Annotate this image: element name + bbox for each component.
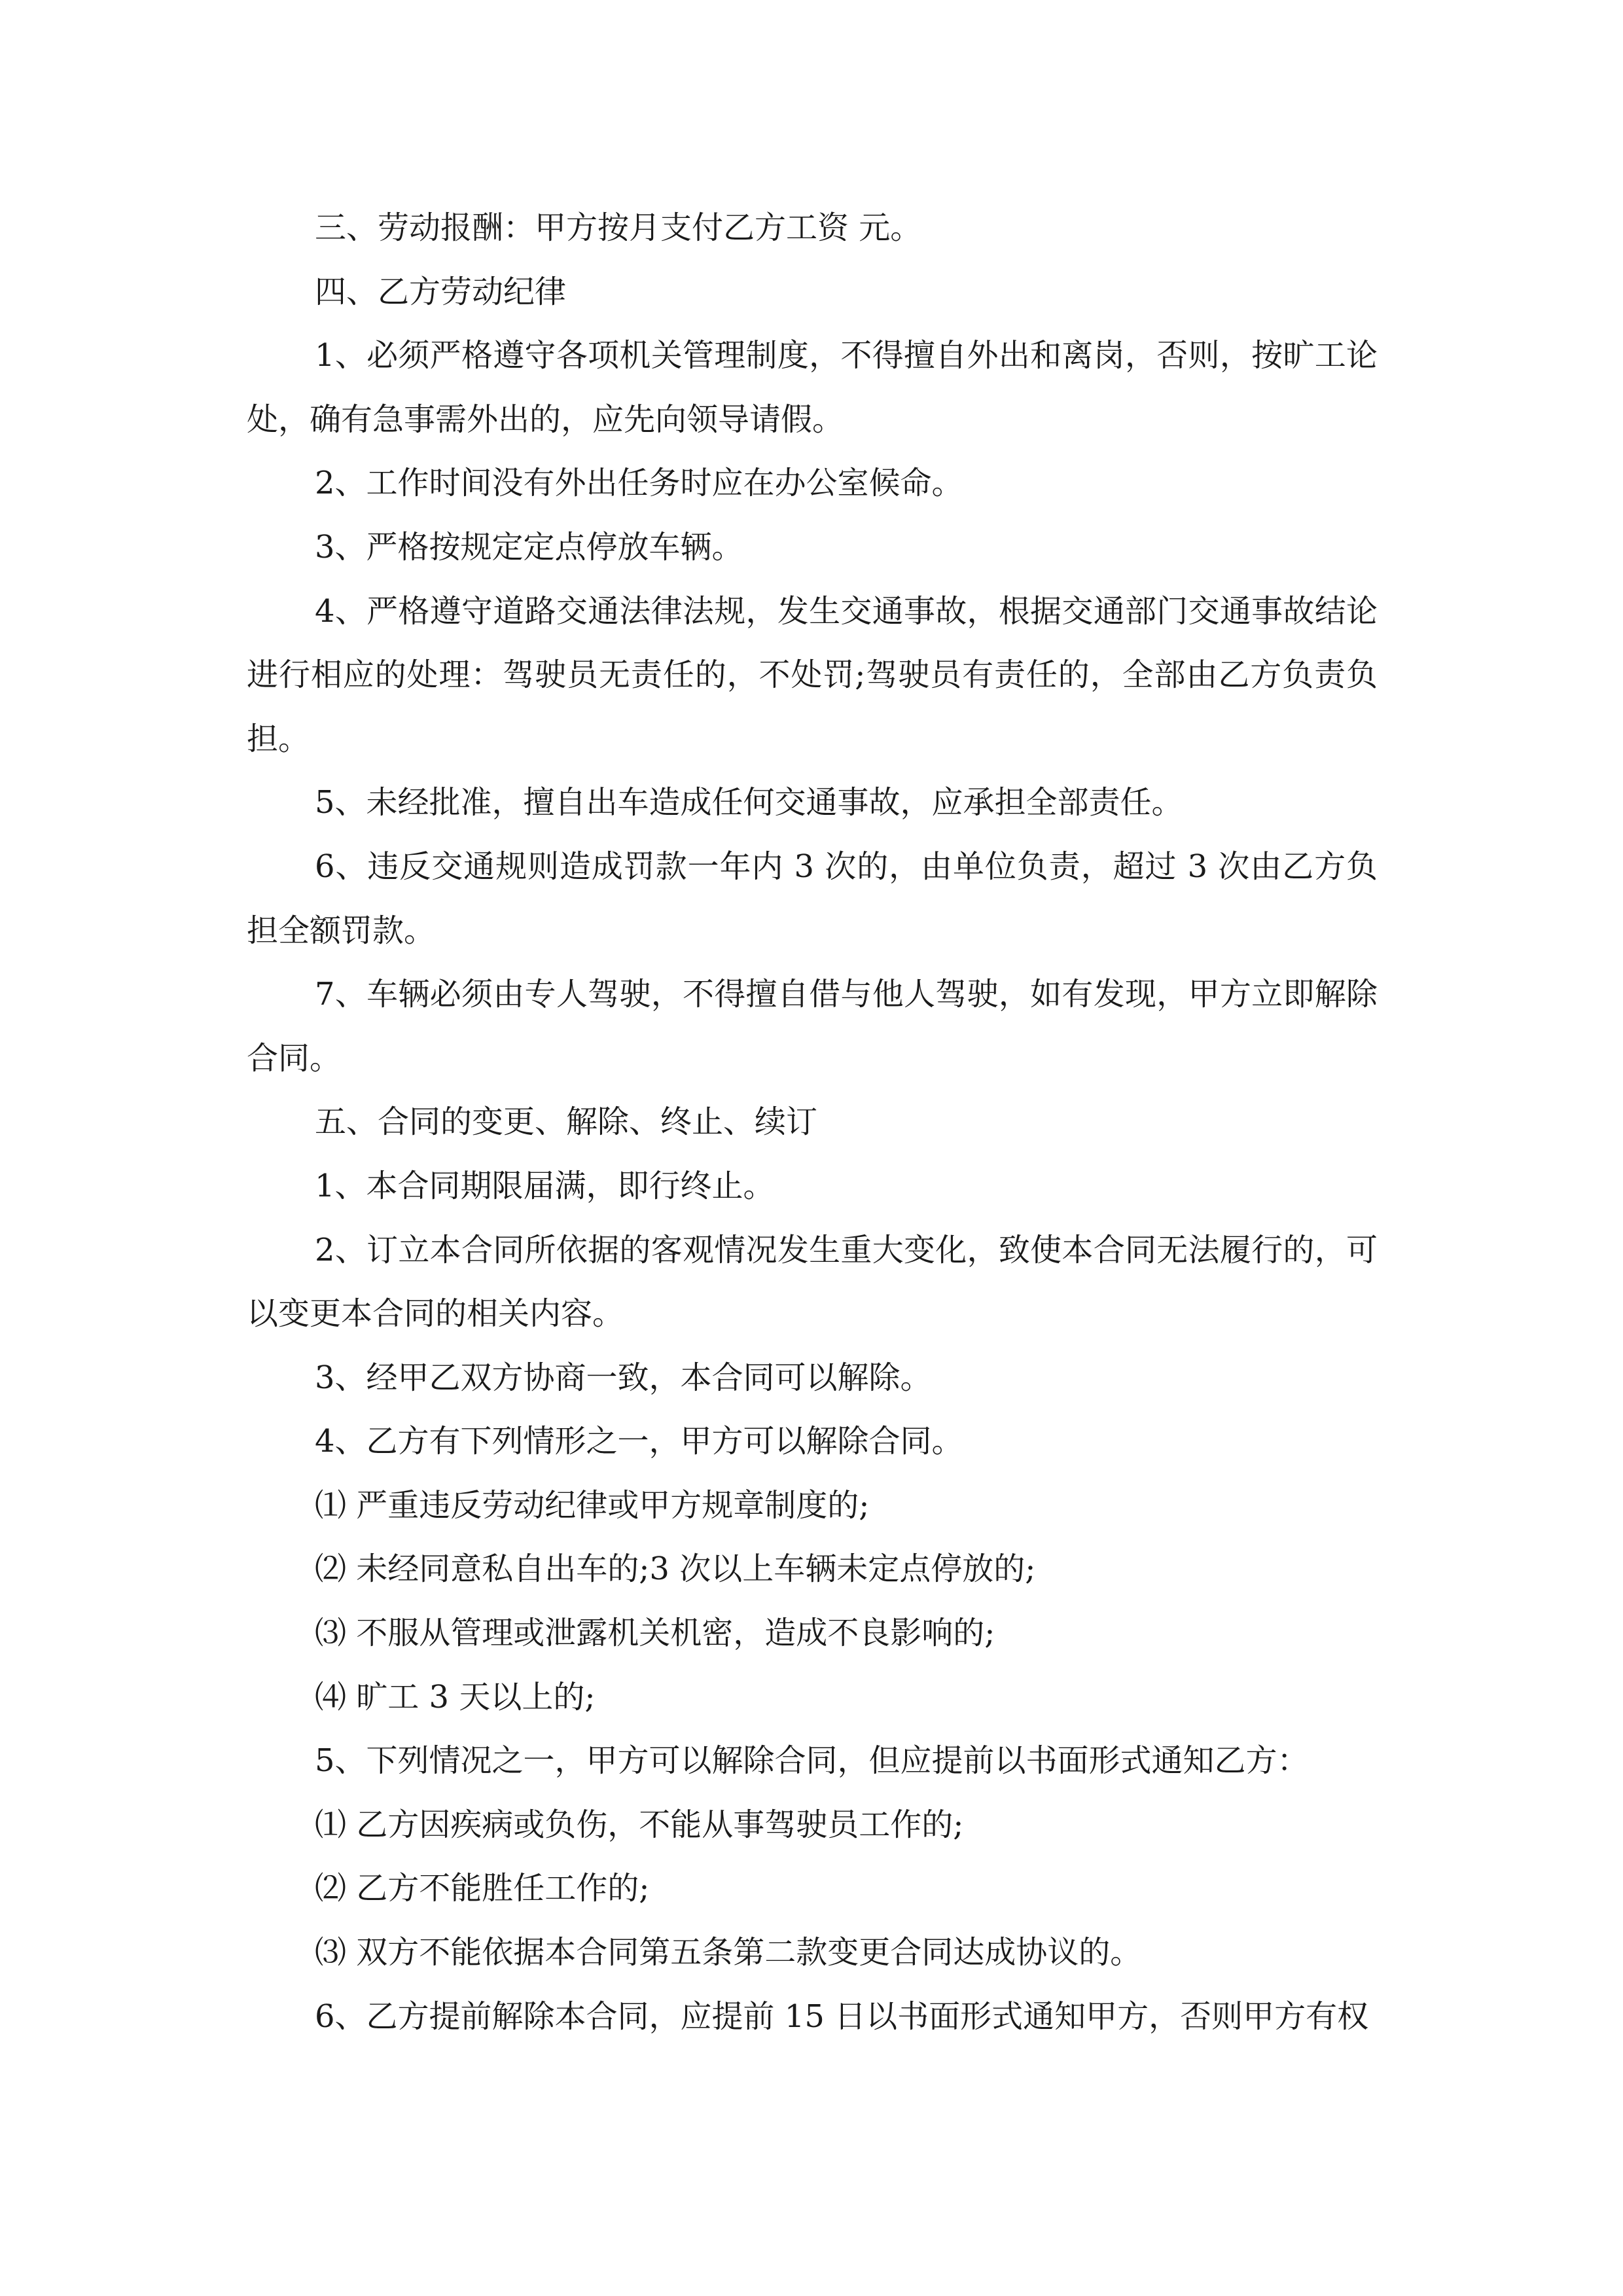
section-4-item-1: 1、必须严格遵守各项机关管理制度，不得擅自外出和离岗，否则，按旷工论处，确有急事需外出的，应先向领导请假。 <box>247 337 1378 438</box>
section-5-item-4-sub-3: ⑶ 不服从管理或泄露机关机密，造成不良影响的; <box>315 1615 995 1652</box>
section-4-item-6: 6、违反交通规则造成罚款一年内 3 次的，由单位负责，超过 3 次由乙方负担全额罚款。 <box>247 848 1378 949</box>
section-5-item-5-sub-2: ⑵ 乙方不能胜任工作的; <box>315 1870 650 1907</box>
document-body <box>247 196 1378 2049</box>
section-4-heading: 四、乙方劳动纪律 <box>315 273 567 310</box>
section-5-item-5-sub-1: ⑴ 乙方因疾病或负伤，不能从事驾驶员工作的; <box>315 1806 964 1843</box>
section-5-item-4-sub-4: ⑷ 旷工 3 天以上的; <box>315 1678 596 1715</box>
section-4-item-4: 4、严格遵守道路交通法律法规，发生交通事故，根据交通部门交通事故结论进行相应的处理：驾驶员无责任的，不处罚;驾驶员有责任的，全部由乙方负责负担。 <box>247 592 1378 757</box>
section-4-item-3: 3、严格按规定定点停放车辆。 <box>315 528 743 565</box>
section-5-item-6: 6、乙方提前解除本合同，应提前 15 日以书面形式通知甲方，否则甲方有权 <box>315 1998 1369 2035</box>
section-5-item-1: 1、本合同期限届满，即行终止。 <box>315 1167 775 1204</box>
section-5-item-4: 4、乙方有下列情形之一，甲方可以解除合同。 <box>315 1423 963 1460</box>
section-4-item-5: 5、未经批准，擅自出车造成任何交通事故，应承担全部责任。 <box>315 784 1183 821</box>
section-5-item-5-sub-3: ⑶ 双方不能依据本合同第五条第二款变更合同达成协议的。 <box>315 1934 1142 1971</box>
section-5-item-2: 2、订立本合同所依据的客观情况发生重大变化，致使本合同无法履行的，可以变更本合同的相关内容。 <box>247 1231 1378 1333</box>
section-5-item-5: 5、下列情况之一，甲方可以解除合同，但应提前以书面形式通知乙方： <box>315 1742 1309 1780</box>
section-3-remuneration: 三、劳动报酬：甲方按月支付乙方工资 元。 <box>315 209 922 246</box>
section-5-item-4-sub-1: ⑴ 严重违反劳动纪律或甲方规章制度的; <box>315 1486 870 1524</box>
section-4-item-2: 2、工作时间没有外出任务时应在办公室候命。 <box>315 465 963 502</box>
section-5-item-4-sub-2: ⑵ 未经同意私自出车的;3 次以上车辆未定点停放的; <box>315 1551 1036 1588</box>
section-5-item-3: 3、经甲乙双方协商一致，本合同可以解除。 <box>315 1359 932 1396</box>
section-4-item-7: 7、车辆必须由专人驾驶，不得擅自借与他人驾驶，如有发现，甲方立即解除合同。 <box>247 976 1378 1077</box>
section-5-heading: 五、合同的变更、解除、终止、续订 <box>315 1103 818 1141</box>
